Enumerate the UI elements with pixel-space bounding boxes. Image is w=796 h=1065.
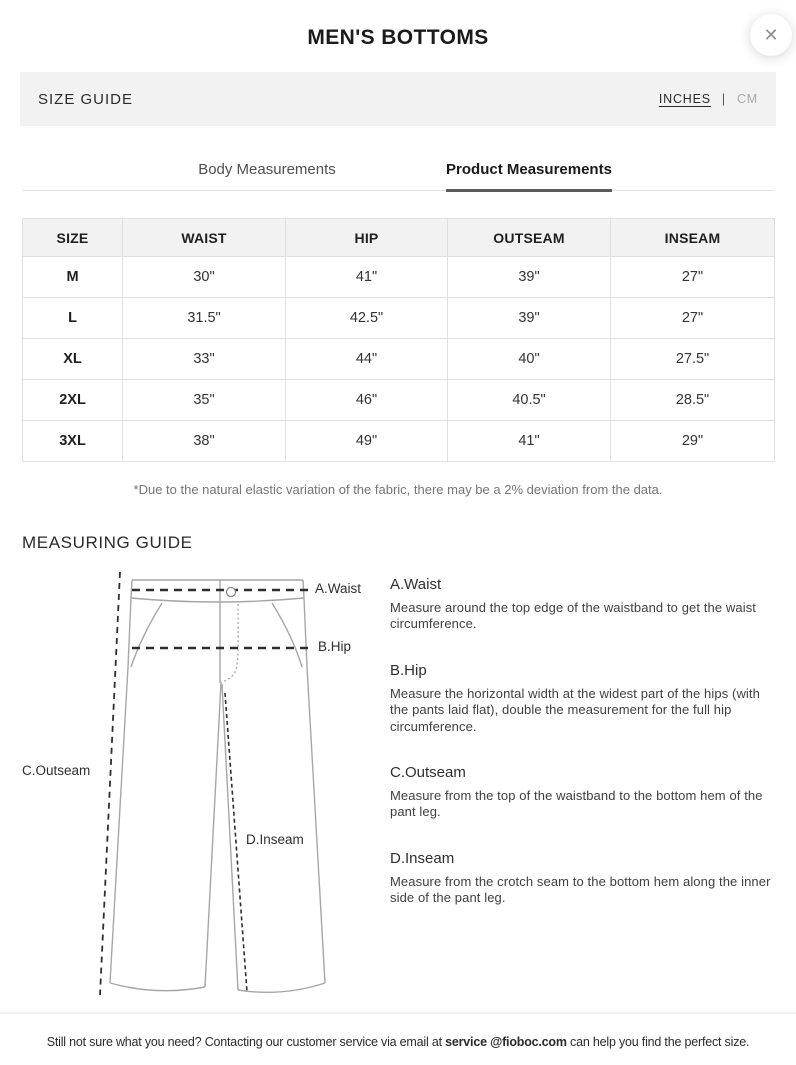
guide-item-inseam bbox=[390, 850, 782, 907]
guide-item-text: Measure from the top of the waistband to the bottom hem of the pant leg. bbox=[390, 787, 763, 820]
column-header-size: SIZE bbox=[23, 219, 123, 257]
outseam-value: 40.5" bbox=[448, 380, 611, 421]
close-icon: ✕ bbox=[763, 25, 779, 45]
diagram-label-inseam: D.Inseam bbox=[246, 832, 304, 847]
guide-item-text: Measure the horizontal width at the widest part of the hips (with the pants laid flat), double the measurement for the full hip circumference. bbox=[390, 685, 760, 734]
footer-text-after: can help you find the perfect size. bbox=[566, 1035, 750, 1049]
size-label: L bbox=[23, 298, 123, 339]
guide-item-waist bbox=[390, 576, 782, 633]
waist-value: 38" bbox=[123, 421, 286, 462]
table-row bbox=[23, 298, 775, 339]
waist-value: 33" bbox=[123, 339, 286, 380]
size-label: XL bbox=[23, 339, 123, 380]
hip-value: 46" bbox=[286, 380, 448, 421]
footer-text-before: Still not sure what you need? Contacting our customer service via email at bbox=[46, 1035, 446, 1049]
tab-product-measurements-label: Product Measurements bbox=[446, 152, 612, 192]
size-label: 3XL bbox=[23, 421, 123, 462]
size-table bbox=[22, 218, 775, 462]
table-header-row bbox=[23, 219, 775, 257]
measurement-tabs bbox=[22, 152, 774, 191]
measuring-guide-descriptions bbox=[390, 576, 782, 935]
outseam-value: 39" bbox=[448, 298, 611, 339]
guide-item-heading: B.Hip bbox=[390, 661, 427, 679]
guide-item-text: Measure around the top edge of the waistband to get the waist circumference. bbox=[390, 600, 757, 632]
inseam-value: 29" bbox=[611, 421, 775, 462]
column-header-inseam: INSEAM bbox=[611, 219, 775, 257]
column-header-hip: HIP bbox=[286, 219, 448, 257]
hip-value: 44" bbox=[286, 339, 448, 380]
column-header-waist: WAIST bbox=[123, 219, 286, 257]
guide-item-text: Measure from the crotch seam to the bottom hem along the inner side of the pant leg. bbox=[390, 873, 771, 905]
outseam-value: 41" bbox=[448, 421, 611, 462]
size-label: 2XL bbox=[23, 380, 123, 421]
inseam-value: 27.5" bbox=[611, 339, 775, 380]
table-row bbox=[23, 380, 775, 421]
unit-inches-button[interactable]: INCHES bbox=[658, 92, 711, 106]
diagram-label-outseam: C.Outseam bbox=[22, 763, 91, 778]
tab-body-measurements-label: Body Measurements bbox=[198, 161, 336, 178]
table-row bbox=[23, 421, 775, 462]
tab-body-measurements[interactable] bbox=[136, 152, 398, 190]
pants-illustration-icon bbox=[25, 565, 395, 1005]
waist-value: 30" bbox=[123, 257, 286, 298]
guide-item-heading: D.Inseam bbox=[390, 849, 455, 867]
hip-value: 42.5" bbox=[286, 298, 448, 339]
guide-item-heading: C.Outseam bbox=[390, 763, 466, 781]
footer-divider bbox=[0, 1012, 796, 1014]
tab-product-measurements[interactable] bbox=[398, 152, 660, 190]
waist-value: 31.5" bbox=[123, 298, 286, 339]
waist-value: 35" bbox=[123, 380, 286, 421]
diagram-label-waist: A.Waist bbox=[315, 581, 362, 596]
guide-item-hip bbox=[390, 662, 782, 735]
size-guide-title: SIZE GUIDE bbox=[38, 90, 134, 108]
unit-separator: | bbox=[721, 92, 726, 106]
close-button[interactable] bbox=[750, 14, 792, 56]
diagram-label-hip: B.Hip bbox=[318, 639, 352, 654]
guide-item-outseam bbox=[390, 764, 782, 821]
measuring-guide-title: MEASURING GUIDE bbox=[22, 533, 193, 552]
column-header-outseam: OUTSEAM bbox=[448, 219, 611, 257]
hip-value: 49" bbox=[286, 421, 448, 462]
modal-title: MEN'S BOTTOMS bbox=[307, 26, 489, 49]
inseam-value: 28.5" bbox=[611, 380, 775, 421]
inseam-value: 27" bbox=[611, 257, 775, 298]
size-guide-header-bar bbox=[20, 72, 776, 126]
guide-item-heading: A.Waist bbox=[390, 576, 442, 593]
outseam-value: 40" bbox=[448, 339, 611, 380]
size-label: M bbox=[23, 257, 123, 298]
table-row bbox=[23, 257, 775, 298]
outseam-value: 39" bbox=[448, 257, 611, 298]
support-email: service @fioboc.com bbox=[445, 1035, 567, 1049]
deviation-note: *Due to the natural elastic variation of the fabric, there may be a 2% deviation from the data. bbox=[133, 482, 663, 497]
footer-help-text bbox=[0, 1035, 796, 1049]
unit-toggle bbox=[659, 92, 758, 106]
table-row bbox=[23, 339, 775, 380]
inseam-value: 27" bbox=[611, 298, 775, 339]
unit-cm-button[interactable]: CM bbox=[736, 92, 758, 106]
hip-value: 41" bbox=[286, 257, 448, 298]
